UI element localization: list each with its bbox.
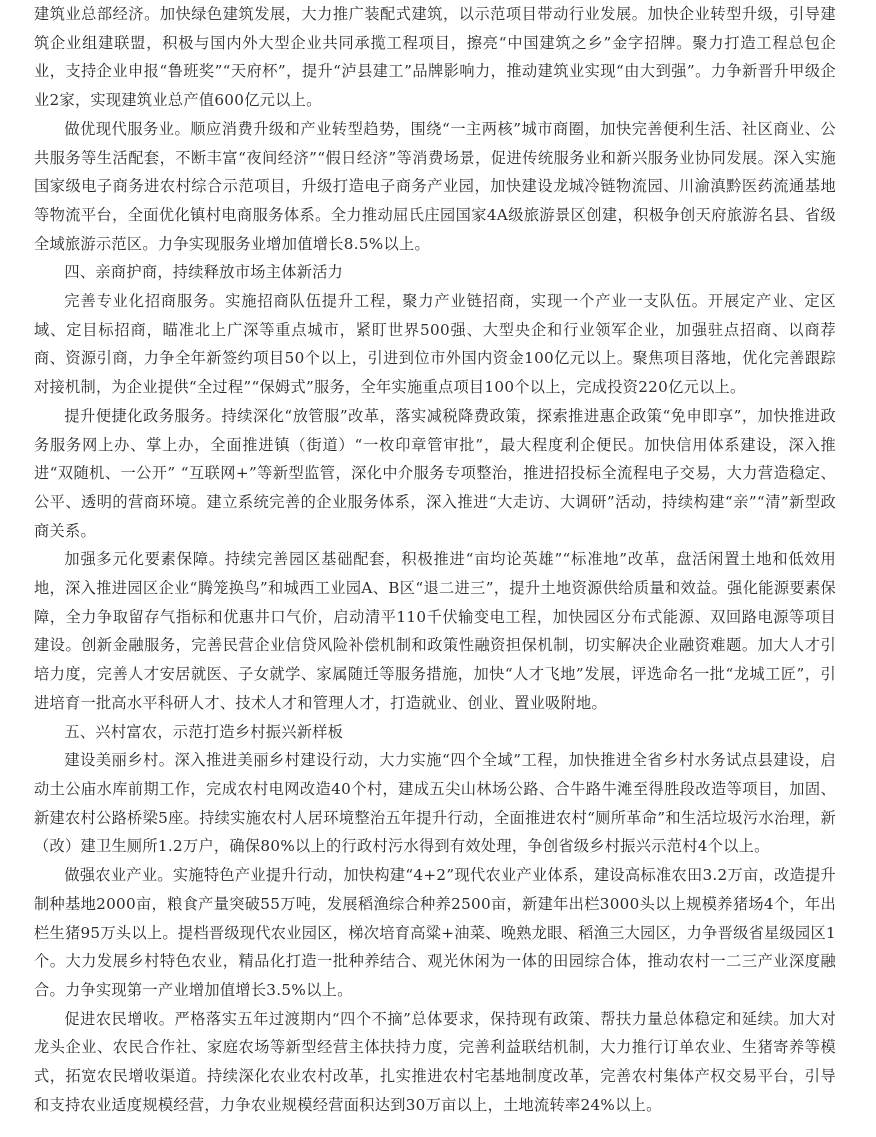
paragraph-modern-services: 做优现代服务业。顺应消费升级和产业转型趋势，围绕“一主两核”城市商圈，加快完善便利生活、社区商业、公共服务等生活配套，不断丰富“夜间经济”“假日经济”等消费场景，促进传统服务业和新兴服务业协同发展。深入实施国家级电子商务进农村综合示范项目，升级打造电子商务产业园，加快建设龙城冷链物流园、川渝滇黔医药流通基地等物流平台，全面优化镇村电商服务体系。全力推动屈氏庄园国家4A级旅游景区创建，积极争创天府旅游名县、省级全域旅游示范区。力争实现服务业增加值增长8.5%以上。 — [34, 119, 836, 253]
paragraph-farmer-income: 促进农民增收。严格落实五年过渡期内“四个不摘”总体要求，保持现有政策、帮扶力量总体稳定和延续。加大对龙头企业、农民合作社、家庭农场等新型经营主体扶持力度，完善利益联结机制，大力推行订单农业、生猪寄养等模式，拓宽农民增收渠道。持续深化农业农村改革，扎实推进农村宅基地制度改革，完善农村集体产权交易平台，引导和支持农业适度规模经营，力争农业规模经营面积达到30万亩以上，土地流转率24%以上。 — [34, 1009, 836, 1114]
paragraph-factor-guarantee: 加强多元化要素保障。持续完善园区基础配套，积极推进“亩均论英雄”“标准地”改革，盘活闲置土地和低效用地，深入推进园区企业“腾笼换鸟”和城西工业园A、B区“退二进三”，提升土地资源供给质量和效益。强化能源要素保障，全力争取留存气指标和优惠井口气价，启动清平110千伏输变电工程，加快园区分布式能源、双回路电源等项目建设。创新金融服务，完善民营企业信贷风险补偿机制和政策性融资担保机制，切实解决企业融资难题。加大人才引培力度，完善人才安居就医、子女就学、家属随迁等服务措施，加快“人才飞地”发展，评选命名一批“龙城工匠”，引进培育一批高水平科研人才、技术人才和管理人才，打造就业、创业、置业吸附地。 — [34, 550, 836, 712]
paragraph-government-services: 提升便捷化政务服务。持续深化“放管服”改革，落实减税降费政策，探索推进惠企政策“免申即享”，加快推进政务服务网上办、掌上办，全面推进镇（街道）“一枚印章管审批”，最大程度利企便民。加快信用体系建设，深入推进“双随机、一公开” “互联网+”等新型监管，深化中介服务专项整治，推进招投标全流程电子交易，大力营造稳定、公平、透明的营商环境。建立系统完善的企业服务体系，深入推进“大走访、大调研”活动，持续构建“亲”“清”新型政商关系。 — [34, 406, 836, 540]
paragraph-investment-services: 完善专业化招商服务。实施招商队伍提升工程，聚力产业链招商，实现一个产业一支队伍。开展定产业、定区域、定目标招商，瞄准北上广深等重点城市，紧盯世界500强、大型央企和行业领军企业，加强驻点招商、以商荐商、资源引商，力争全年新签约项目50个以上，引进到位市外国内资金100亿元以上。聚焦项目落地，优化完善跟踪对接机制，为企业提供“全过程”“保姆式”服务，全年实施重点项目100个以上，完成投资220亿元以上。 — [34, 292, 836, 397]
article-body — [34, 0, 836, 1119]
paragraph-agriculture-industry: 做强农业产业。实施特色产业提升行动，加快构建“4+2”现代农业产业体系，建设高标准农田3.2万亩，改造提升制种基地2000亩，粮食产量突破55万吨，发展稻渔综合种养2500亩，新建年出栏3000头以上规模养猪场4个，年出栏生猪95万头以上。提档晋级现代农业园区，梯次培育高粱+油菜、晚熟龙眼、稻渔三大园区，力争晋级省星级园区1个。大力发展乡村特色农业，精品化打造一批种养结合、观光休闲为一体的田园综合体，推动农村一二三产业深度融合。力争实现第一产业增加值增长3.5%以上。 — [34, 866, 836, 999]
paragraph-construction-continued: 建筑业总部经济。加快绿色建筑发展，大力推广装配式建筑，以示范项目带动行业发展。加快企业转型升级，引导建筑企业组建联盟，积极与国内外大型企业共同承揽工程项目，擦亮“中国建筑之乡”金字招牌。聚力打造工程总包企业，支持企业申报“鲁班奖”“天府杯”，提升“泸县建工”品牌影响力，推动建筑业实现“由大到强”。力争新晋升甲级企业2家，实现建筑业总产值600亿元以上。 — [34, 5, 836, 110]
section-heading-5: 五、兴村富农，示范打造乡村振兴新样板 — [64, 722, 344, 741]
section-heading-4: 四、亲商护商，持续释放市场主体新活力 — [64, 263, 344, 282]
paragraph-beautiful-countryside: 建设美丽乡村。深入推进美丽乡村建设行动，大力实施“四个全域”工程，加快推进全省乡村水务试点县建设，启动土公庙水库前期工作，完成农村电网改造40个村，建成五尖山林场公路、合牛路牛滩至得胜段改造等项目，加固、新建农村公路桥梁5座。持续实施农村人居环境整治五年提升行动，全面推进农村“厕所革命”和生活垃圾污水治理，新（改）建卫生厕所1.2万户，确保80%以上的行政村污水得到有效处理，争创省级乡村振兴示范村4个以上。 — [34, 751, 836, 856]
